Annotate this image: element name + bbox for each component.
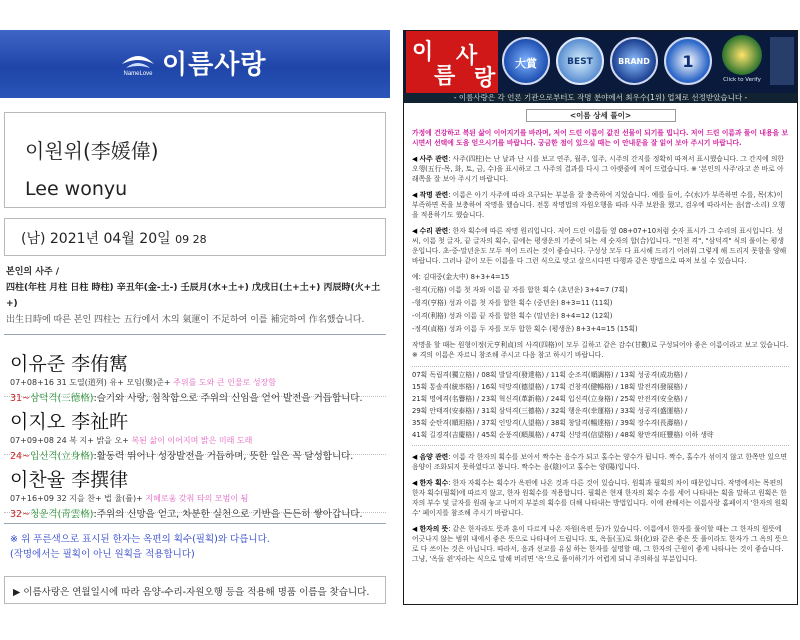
section-text: : 한자 획수에 따른 작명 원리입니다. 저어 드린 이름들 옆 08+07+10처럼 숫자 표시가 그 수리의 표시입니다. 성씨, 이름 첫 글자, 끝 글자의 획수, 끝에는 평생운의 기준이 되는 세 숫자의 합(合)입니다. "인천 격", "삼덕격" 식의 풀이는 평생운입니다. 초-중-말년운도 모두 적어 드리는 것이 좋습니다. 구성상 모두 다 표시해 드리기 어려워 그렇게 해 드리지 못함을 양해 바랍니다. 그러나 같이 모든 이름을 다 그런 식으로 맞고 살으시다면 다행과 같은 방법으로 따져 보실 수 있습니다. — [412, 227, 787, 265]
footer-box: ▶ 이름사랑은 연월일시에 따라 음양-수리-자원오행 등을 적용해 명품 이름을 찾습니다. — [4, 576, 386, 604]
candidate-number: 24~ — [10, 451, 31, 462]
candidate-fortune-text: :주위의 신망을 얻고, 차분한 실천으로 기반을 든든히 쌓아갑니다. — [93, 509, 363, 520]
suri-section — [412, 226, 789, 266]
candidate-strokes: 07+08+16 31 도열(道列) 유+ 모임(聚)준+ — [10, 378, 174, 387]
note-line-1: ※ 위 푸른색으로 표시된 한자는 옥편의 획수(필획)와 다릅니다. — [10, 534, 270, 545]
candidate-fortune-text: :슬기와 사랑, 침착함으로 주위의 신임을 얻어 발전을 거듭합니다. — [93, 393, 363, 404]
candidate-fortune-title: 입신격(立身格) — [30, 451, 94, 462]
best-badge-icon: BEST — [556, 37, 604, 85]
example-line: -이격(利格) 성과 이름 끝 자를 합한 획수 (말년운) 8+4=12 (12획) — [412, 312, 613, 320]
candidate-item — [4, 343, 386, 404]
brand-logo-text: 이름사랑 — [162, 50, 267, 80]
candidate-meaning: 복된 삶이 이어지며 밝은 미래 도래 — [131, 436, 253, 445]
naming-section — [412, 190, 789, 220]
name-hanja-line: 이원위(李媛偉) — [25, 139, 159, 163]
example-label: 예: 김대중(金大中) 8+3+4=15 — [412, 273, 510, 281]
candidate-hanja: 李撰律 — [71, 469, 129, 491]
table-row: 29획 안태격(安泰格) / 31획 삼덕격(三德格) / 32획 행운격(幸運格) / 33획 성공격(盛運格) / — [412, 407, 688, 415]
section-text: : 이름은 아기 사주에 따라 요구되는 부분을 잘 충족하여 지었습니다. 예를 들어, 수(水)가 부족하면 수를, 목(木)이 부족하면 목을 보충하여 작명을 했습니다. 전통 작명법의 자원오행을 따라 사주 보완을 했고, 검우에 따라서는 음(音-소리) 오행을 적용하기도 했습니다. — [412, 191, 786, 219]
candidate-name: 이지오 — [10, 411, 66, 433]
name-english: Lee wonyu — [25, 178, 128, 200]
thumbnail-image — [770, 37, 794, 85]
detail-body — [404, 103, 797, 564]
birth-time: 09 28 — [175, 233, 207, 246]
logo-char: 사 — [456, 43, 478, 69]
example-line: -정격(貞格) 성과 이름 두 자를 모두 합한 획수 (평생운) 8+3+4=15 (15획) — [412, 325, 638, 333]
section-heading: ◀ 수리 관련 — [412, 227, 449, 235]
candidate-fortune-text: :활동력 뛰어나 성장발전을 거듭하며, 뜻한 일은 꼭 달성합니다. — [93, 451, 354, 462]
candidate-number: 31~ — [10, 393, 31, 404]
candidate-name: 이유준 — [10, 353, 66, 375]
namelove-logo-icon — [118, 44, 158, 78]
logo-char: 름 — [434, 63, 456, 89]
candidate-item — [4, 401, 386, 462]
candidate-fortune-title: 청운격(靑雲格) — [30, 509, 94, 520]
candidate-hanja: 李祉旿 — [71, 411, 129, 433]
four-grid-paragraph: 작명을 할 때는 원형이정(元亨利貞)의 사격(四格)이 모두 길하고 같은 감수(甘數)로 구성되어야 좋은 이름이라고 보고 있습니다. ※ 격의 이름은 자르니 참조해 주시고 다음 참고 하시기 바랍니다. — [412, 341, 789, 359]
brand-badge-icon: BRAND — [610, 37, 658, 85]
award-strip: - 이름사랑은 각 언론 기관으로부터도 작명 분야에서 최우수(1위) 업체로 선정받았습니다 - — [404, 93, 797, 103]
eumyang-section — [412, 452, 789, 472]
candidate-fortune-title: 삼덕격(三德格) — [30, 393, 94, 404]
saju-section — [412, 154, 789, 184]
number-one-badge-icon: 1 — [664, 37, 712, 85]
candidate-strokes: 07+09+08 24 복 지+ 밝을 오+ — [10, 436, 132, 445]
logo-char: 랑 — [474, 65, 496, 91]
saju-section — [6, 264, 386, 328]
section-text: : 한자 자획수는 획수가 옥편에 나온 것과 다른 것이 있습니다. 원획과 필획의 차이 때문입니다. 작명에서는 목편의 한자 획수(필획)에 따르지 않고, 한자 원획수를 적용합니다. 필획은 현재 한자의 획수 수를 세어 나타내는 획을 말하고 원획은 한자의 부수 및 글자를 원래 놓고 나머지 부분의 획수를 더해 나타내는 방법입니다. 이에 관해서는 이름사랑 홈페이지 '한자의 원획수' 페이지를 참조해 주시기 바랍니다. — [412, 479, 788, 517]
table-row: 07획 독립격(獨立格) / 08획 발달격(發達格) / 11획 순조격(順調格) / 13획 성공격(成功格) / — [412, 371, 688, 379]
section-heading: ◀ 사주 관련 — [412, 155, 449, 163]
candidate-number: 32~ — [10, 509, 31, 520]
section-text: : 같은 한자라도 뜻과 훈이 다르게 나온 자원(옥편 등)가 있습니다. 이름에서 한자를 풀이할 때는 그 한자의 원뜻에 어긋나지 않는 범위 내에서 좋은 뜻으로 나타내어 드립니다. 또, 옥돌(玉)로 화(化)와 같은 좋은 뜻 풀이라도 한자가 그 옥의 뜻으로 다 쓰이는 것은 아닙니다. 따라서, 음과 선교를 유심 하는 한자를 설명할 때, 그 한자의 근원이 좋게 나타나는 것이 좋습니다. 그냥, '옥돌 왼'자라는 식으로 말해 버리면 '옥'으로 풀이하기가 어렵게 되니 주의하실 부분입니다. — [412, 525, 789, 563]
candidate-name: 이찬율 — [10, 469, 66, 491]
note-line-2: (작명에서는 필획이 아닌 원획을 적용합니다) — [10, 549, 195, 560]
award-badge-icon: 大賞 — [502, 37, 550, 85]
name-certificate-panel — [0, 30, 390, 610]
hanja-stroke-note — [4, 523, 386, 562]
table-row: 35획 순탄격(順坦格) / 37획 인망격(人望格) / 38획 창달격(暢達格) / 39획 장수격(長壽格) / — [412, 419, 688, 427]
lucky-stroke-table — [412, 366, 789, 446]
section-text: : 사주(四柱)는 난 날과 난 시를 보고 연주, 월주, 일주, 시주의 간지를 정확히 따져서 표시했습니다. 그 간지에 의한 오행(五行-목, 화, 토, 금, 수)을 표시하고 그 사주의 결과를 다시 그 아랫줄에 적어 드렸습니다. ※ '본인의 사주'라고 쓴 바로 아래쪽을 잘 보아 주시기 바랍니다. — [412, 155, 784, 183]
candidate-item — [4, 459, 386, 520]
right-logo — [406, 31, 498, 93]
candidate-meaning: 주위를 도와 큰 인물로 성장함 — [173, 378, 277, 387]
saju-note: 出生日時에 따른 본인 四柱는 五行에서 木의 氣運이 不足하여 이를 補完하여 作名했습니다. — [6, 315, 365, 325]
logo-mark-text: NameLove — [123, 71, 153, 77]
verify-seal-icon[interactable]: Click to Verify — [718, 35, 766, 89]
intro-text: 가정에 건강하고 복된 삶이 이어지기를 바라며, 저어 드린 이름이 값진 선물이 되기를 빕니다. 저어 드린 이름과 풀이 내용을 보시면서 선택에 도움 얻으시기를 바랍니다. 궁금한 점이 있으실 때는 이 안내문을 잘 읽어 보아 주시기 바랍니다. — [412, 129, 789, 147]
hanja-meaning-section — [412, 524, 789, 564]
detail-title: <이름 상세 풀이> — [526, 109, 676, 122]
candidate-strokes: 07+16+09 32 지을 찬+ 법 율(률)+ — [10, 494, 146, 503]
section-heading: ◀ 작명 관련 — [412, 191, 449, 199]
section-heading: ◀ 음양 관련 — [412, 453, 449, 461]
candidate-meaning: 지혜로움 갖춰 타의 모범이 됨 — [145, 494, 249, 503]
table-row: 21획 명예격(名譽格) / 23획 혁신격(革新格) / 24획 입신격(立身格) / 25획 안전격(安全格) / — [412, 395, 688, 403]
example-block — [412, 272, 789, 334]
name-detail-panel — [403, 30, 798, 605]
divider — [4, 334, 386, 335]
table-row: 41획 길경격(吉慶格) / 45획 순풍격(順風格) / 47획 신망격(信望格) / 48획 왕만격(旺豐格) 이하 생략 — [412, 431, 714, 439]
section-heading: ◀ 한자 획수 — [412, 479, 449, 487]
hanja-stroke-section — [412, 478, 789, 518]
saju-pillars: 四柱(年柱 月柱 日柱 時柱) 辛丑年(金-土-) 壬辰月(水+土+) 戊戌日(土+土+) 丙辰時(火+土+) — [6, 283, 381, 309]
example-line: -원격(元格) 이름 첫 자와 이름 끝 자를 합한 획수 (초년운) 3+4=7 (7획) — [412, 286, 628, 294]
right-header — [404, 31, 797, 93]
name-candidates — [4, 343, 386, 520]
name-header-box — [4, 112, 386, 208]
birth-info-box — [4, 218, 386, 256]
table-row: 15획 통솔격(統率格) / 16획 덕망격(德望格) / 17획 건창격(健暢格) / 18획 발전격(發展格) / — [412, 383, 688, 391]
saju-heading: 본인의 사주 / — [6, 267, 60, 277]
brand-banner — [0, 30, 390, 98]
section-text: : 이름 각 한자의 획수를 보아서 짝수는 음수가 되고 홀수는 양수가 됩니다. 짝수, 홀수가 섞이지 않고 한쪽만 있으면 음양이 조화되지 못하였다고 봅니다. 짝수는 음(陰)이고 홀수는 양(陽)입니다. — [412, 453, 788, 471]
section-heading: ◀ 한자의 뜻 — [412, 525, 449, 533]
example-line: -형격(亨格) 성과 이름 첫 자를 합한 획수 (중년운) 8+3=11 (11획) — [412, 299, 613, 307]
birth-date: (남) 2021년 04월 20일 — [21, 231, 171, 247]
candidate-hanja: 李侑寯 — [71, 353, 129, 375]
logo-char: 이 — [412, 39, 434, 65]
